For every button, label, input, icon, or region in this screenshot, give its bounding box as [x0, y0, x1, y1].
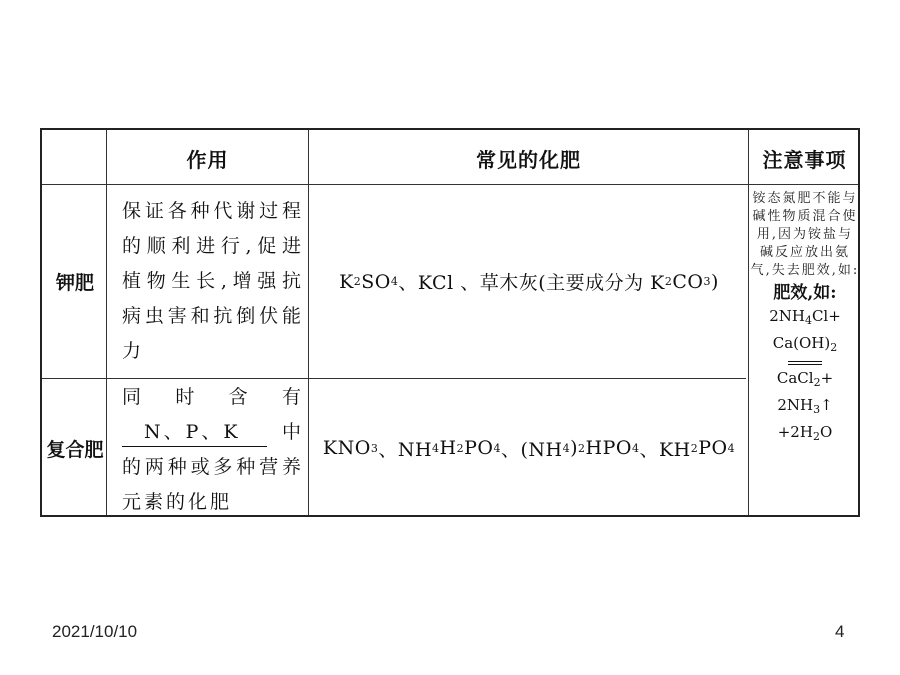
column-divider [748, 130, 749, 515]
row-label-compound: 复合肥 [46, 438, 104, 461]
header-blank [42, 130, 106, 186]
header-common-fertilizers: 常见的化肥 [476, 147, 581, 172]
fertilizer-table [40, 128, 860, 517]
notes-overlap-text: 肥效,如: [773, 283, 837, 303]
header-notes: 注意事项 [762, 147, 847, 172]
fertilizers-potash: K 2 SO 4 、KCl 、草木灰(主要成分为 K 2 CO 3 ) [339, 270, 719, 294]
header-effect: 作用 [186, 147, 229, 172]
equation-line-1: $2NH_4Cl+$ [769, 307, 841, 327]
equation-line-5: $+2H_2O$ [777, 423, 833, 443]
equation-line-2: $Ca(OH)_2$ [772, 334, 838, 354]
equation-line-3: CaCl$_2$+ [776, 369, 834, 389]
reaction-arrow [788, 361, 822, 365]
footer-date: 2021/10/10 [52, 622, 138, 641]
row-label-potash: 钾肥 [55, 272, 94, 294]
footer-page-number: 4 [835, 622, 845, 641]
notes-cell [750, 190, 860, 515]
column-divider [308, 130, 309, 515]
effect-compound: 同时含有N、P、K 中的两种或多种营养元素的化肥 [122, 386, 304, 513]
fertilizers-compound: KNO 3 、NH 4 H 2 PO 4 、(NH 4 ) 2 HPO 4 、KH 2 PO 4 [322, 437, 736, 461]
notes-text: 铵态氮肥不能与碱性物质混合使用,因为铵盐与碱反应放出氨气,失去肥效,如: [750, 191, 860, 278]
equation-line-4: $2NH_3↑$ [777, 396, 833, 416]
effect-potash: 保证各种代谢过程的顺利进行,促进植物生长,增强抗病虫害和抗倒伏能力 [122, 200, 304, 362]
